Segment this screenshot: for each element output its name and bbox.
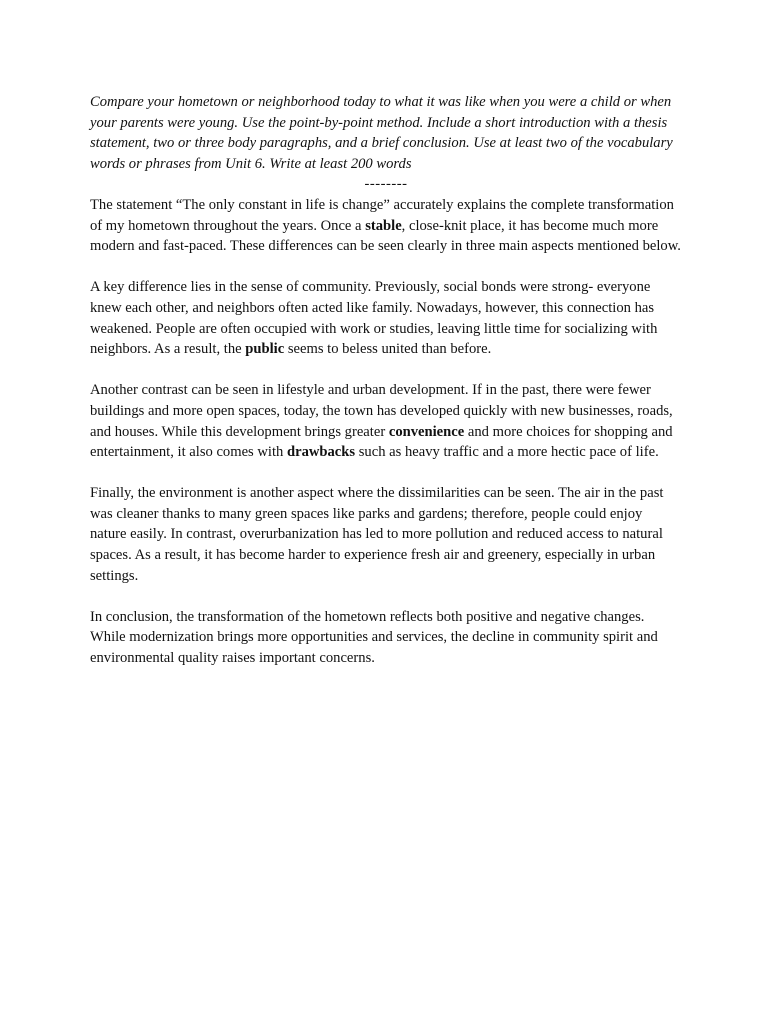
body-paragraph-lifestyle	[90, 380, 682, 462]
body2-text-2: and more choices for shopping and entertainment, it also comes with	[90, 423, 673, 461]
intro-text-1: The statement “The only constant in life is change” accurately explains the complete transformation of my hometown throughout the years. Once a	[90, 196, 674, 234]
conclusion-paragraph	[90, 607, 682, 669]
body2-text-1: Another contrast can be seen in lifestyle and urban development. If in the past, there were fewer buildings and more open spaces, today, the town has developed quickly with new businesses, roads, and houses. While this development brings greater	[90, 382, 673, 440]
assignment-prompt: Compare your hometown or neighborhood today to what it was like when you were a child or when your parents were young. Use the point-by-point method. Include a short introduction with a thesis statement, two or three body paragraphs, and a brief conclusion. Use at least two of the vocabulary words or phrases from Unit 6. Write at least 200 words	[90, 94, 673, 172]
vocab-stable: stable	[365, 217, 402, 234]
body3-text: Finally, the environment is another aspect where the dissimilarities can be seen. The air in the past was cleaner thanks to many green spaces like parks and gardens; therefore, people could enjoy nature easily. In contrast, overurbanization has led to more pollution and reduced access to natural spaces. As a result, it has become harder to experience fresh air and greenery, especially in urban settings.	[90, 485, 664, 584]
body2-text-3: such as heavy traffic and a more hectic pace of life.	[355, 444, 659, 461]
intro-text-2: , close-knit place, it has become much more modern and fast-paced. These differences can be seen clearly in three main aspects mentioned below.	[90, 217, 681, 255]
body1-text-1: A key difference lies in the sense of community. Previously, social bonds were strong- everyone knew each other, and neighbors often acted like family. Nowadays, however, this connection has weakened. People are often occupied with work or studies, leaving little time for socializing with neighbors. As a result, the	[90, 279, 658, 358]
body1-text-2: seems to beless united than before.	[284, 341, 492, 358]
vocab-convenience: convenience	[388, 423, 465, 440]
divider: --------	[364, 176, 408, 193]
body-paragraph-community	[90, 277, 682, 359]
conclusion-text: In conclusion, the transformation of the hometown reflects both positive and negative changes. While modernization brings more opportunities and services, the decline in community spirit and environmental quality raises important concerns.	[90, 608, 658, 667]
document-page	[90, 92, 682, 689]
vocab-public: public	[245, 341, 285, 358]
body-paragraph-environment	[90, 483, 682, 586]
intro-paragraph	[90, 195, 682, 257]
vocab-drawbacks: drawbacks	[286, 444, 356, 461]
